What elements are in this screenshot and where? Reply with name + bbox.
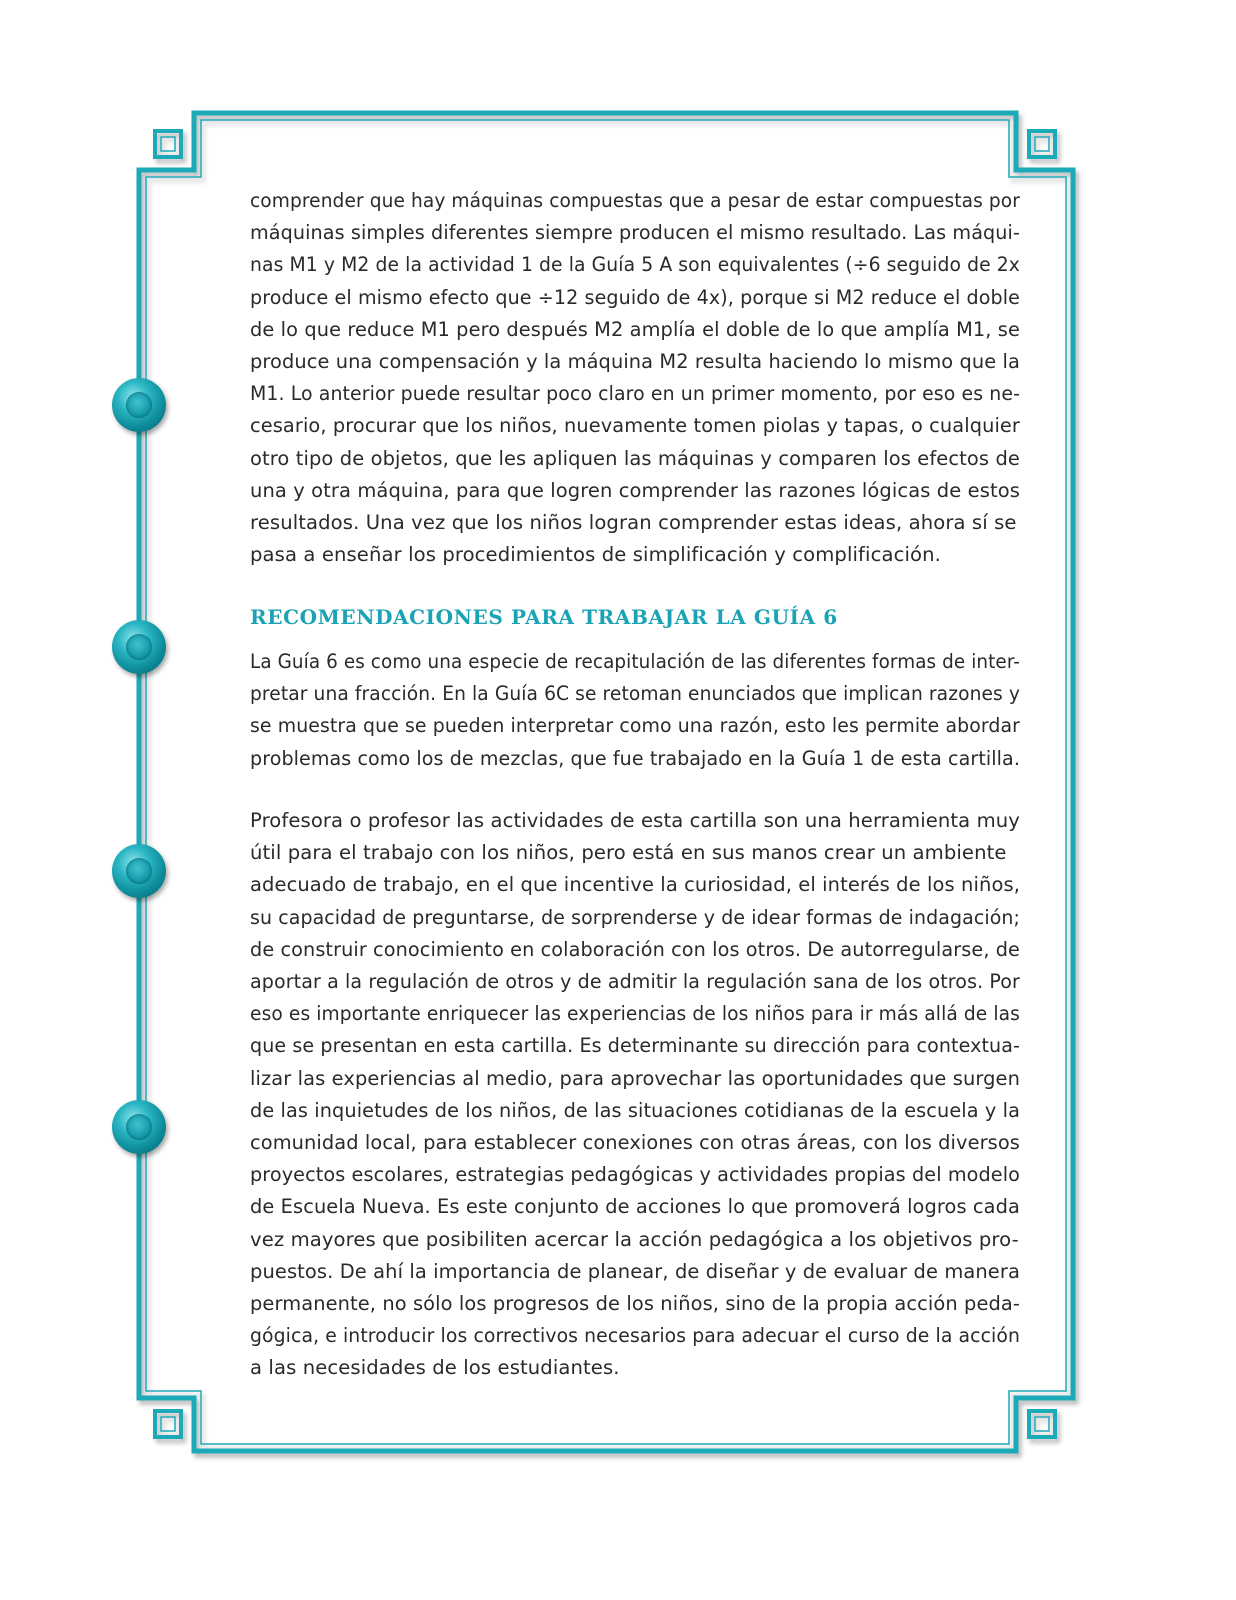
binder-ring [112, 844, 166, 898]
paragraph-1: comprender que hay máquinas compuestas que a pesar de estar compuestas por máquinas simples diferentes siempre producen el mismo resultado. Las máqui- nas M1 y M2 de la actividad 1 de la Guía 5 A son equivalentes (÷6 seguido de 2x produce el mismo efecto que ÷12 seguido de 4x), porque si M2 reduce el doble de lo que reduce M1 pero después M2 amplía el doble de lo que amplía M1, se produce una compensación y la máquina M2 resulta haciendo lo mismo que la M1. Lo anterior puede resultar poco claro en un primer momento, por eso es ne- cesario, procurar que los niños, nuevamente tomen piolas y tapas, o cualquier otro tipo de objetos, que les apliquen las máquinas y comparen los efectos de una y otra máquina, para que logren comprender las razones lógicas de estos resultados. Una vez que los niños logran comprender estas ideas, ahora sí se pasa a enseñar los procedimientos de simplificación y complificación. [250, 189, 1020, 567]
paragraph-3: Profesora o profesor las actividades de esta cartilla son una herramienta muy útil para el trabajo con los niños, pero está en sus manos crear un ambiente adecuado de trabajo, en el que incentive la curiosidad, el interés de los niños, su capacidad de preguntarse, de sorprenderse y de idear formas de indagación; de construir conocimiento en colaboración con los otros. De autorregularse, de aportar a la regulación de otros y de admitir la regulación sana de los otros. Por eso es importante enriquecer las experiencias de los niños para ir más allá de las que se presentan en esta cartilla. Es determinante su dirección para contextua- lizar las experiencias al medio, para aprovechar las oportunidades que surgen de las inquietudes de los niños, de las situaciones cotidianas de la escuela y la comunidad local, para establecer conexiones con otras áreas, con los diversos proyectos escolares, estrategias pedagógicas y actividades propias del modelo de Escuela Nueva. Es este conjunto de acciones lo que promoverá logros cada vez mayores que posibiliten acercar la acción pedagógica a los objetivos pro- puestos. De ahí la importancia de planear, de diseñar y de evaluar de manera permanente, no sólo los progresos de los niños, sino de la propia acción peda- gógica, e introducir los correctivos necesarios para adecuar el curso de la acción a las necesidades de los estudiantes. [250, 809, 1020, 1380]
binder-ring [112, 378, 166, 432]
binder-ring [112, 620, 166, 674]
paragraph-2: La Guía 6 es como una especie de recapitulación de las diferentes formas de inter- pretar una fracción. En la Guía 6C se retoman enunciados que implican razones y se muestra que se pueden interpretar como una razón, esto les permite abordar problemas como los de mezclas, que fue trabajado en la Guía 1 de esta cartilla. [250, 650, 1020, 770]
section-heading: RECOMENDACIONES PARA TRABAJAR LA GUÍA 6 [250, 605, 838, 629]
binder-ring [112, 1100, 166, 1154]
